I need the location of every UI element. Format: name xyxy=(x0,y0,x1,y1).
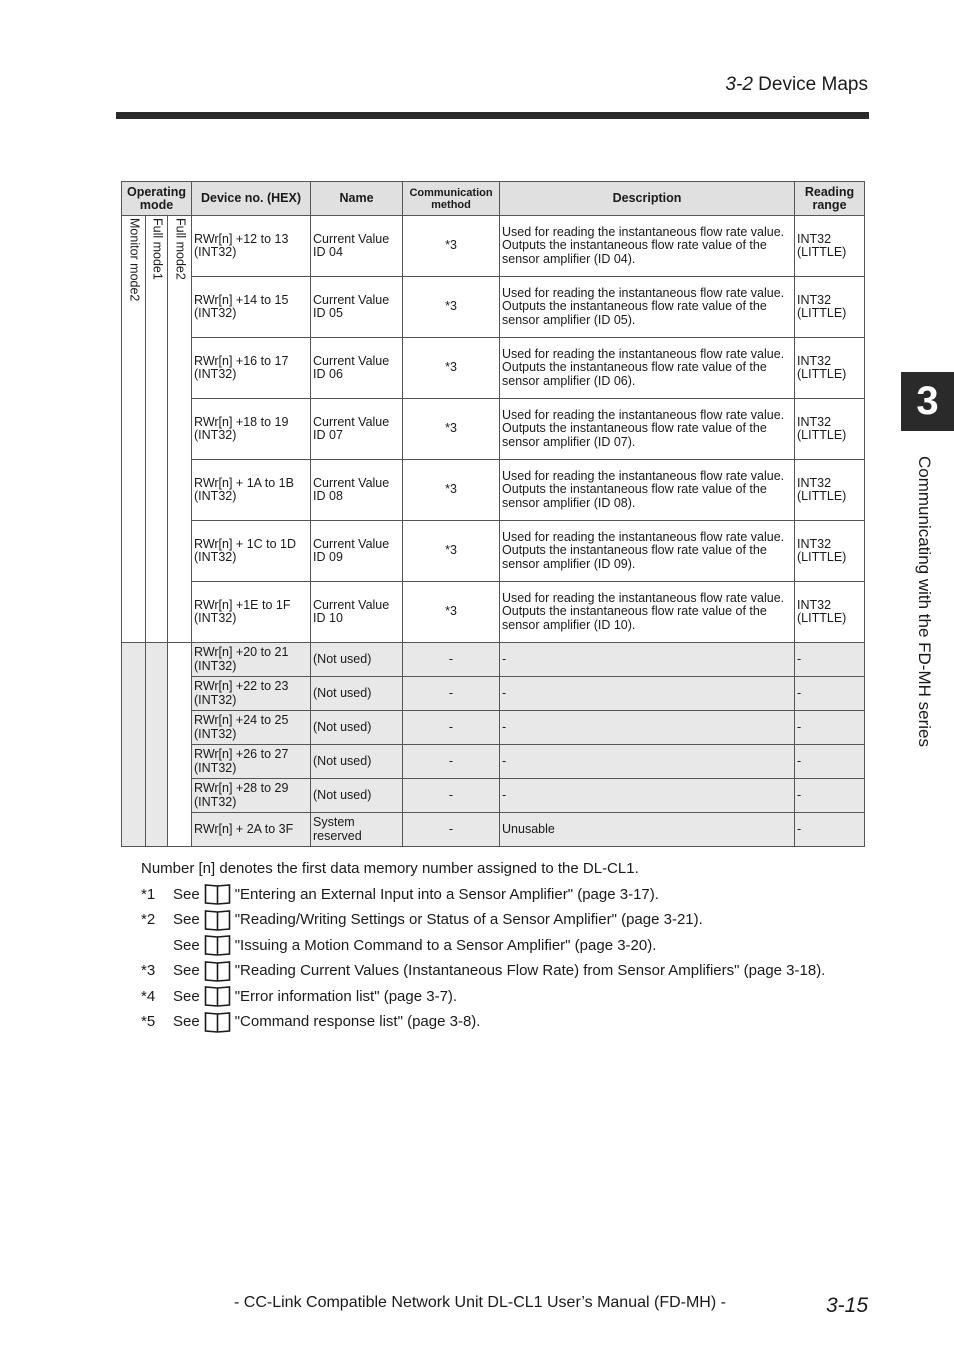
cell-name: Current Value ID 07 xyxy=(311,399,403,460)
footnote-item xyxy=(141,882,825,908)
cell-description: Used for reading the instantaneous flow rate value. Outputs the instantaneous flow rate value of the sensor amplifier (ID 07). xyxy=(500,399,795,460)
cell-reading-range: - xyxy=(795,643,865,677)
footnote-mark: *3 xyxy=(141,962,156,980)
mode-full1-empty xyxy=(146,643,168,847)
cell-device-no: RWr[n] +18 to 19 (INT32) xyxy=(192,399,311,460)
manual-reference-icon xyxy=(204,934,231,956)
cell-method: - xyxy=(403,813,500,847)
footnote-item xyxy=(141,984,825,1010)
section-title: Device Maps xyxy=(758,74,868,95)
cell-reading-range: INT32 (LITTLE) xyxy=(795,399,865,460)
mode-full1: Full mode1 xyxy=(146,216,168,643)
footnotes xyxy=(141,856,825,1035)
cell-method: *3 xyxy=(403,582,500,643)
table-row xyxy=(122,338,865,399)
footnote-item xyxy=(141,1009,825,1035)
cell-method: - xyxy=(403,677,500,711)
cell-reading-range: INT32 (LITTLE) xyxy=(795,582,865,643)
cell-device-no: RWr[n] +16 to 17 (INT32) xyxy=(192,338,311,399)
footnote-reference-link[interactable]: "Command response list" (page 3-8). xyxy=(234,1013,481,1031)
cell-device-no: RWr[n] +14 to 15 (INT32) xyxy=(192,277,311,338)
cell-device-no: RWr[n] +22 to 23 (INT32) xyxy=(192,677,311,711)
chapter-side-label: Communicating with the FD-MH series xyxy=(915,456,934,747)
cell-name: Current Value ID 06 xyxy=(311,338,403,399)
cell-description: - xyxy=(500,779,795,813)
cell-device-no: RWr[n] +28 to 29 (INT32) xyxy=(192,779,311,813)
cell-description: - xyxy=(500,677,795,711)
mode-full2: Full mode2 xyxy=(168,216,192,643)
header-communication-method: Communication method xyxy=(403,182,500,216)
cell-description: Used for reading the instantaneous flow rate value. Outputs the instantaneous flow rate value of the sensor amplifier (ID 09). xyxy=(500,521,795,582)
cell-name: Current Value ID 10 xyxy=(311,582,403,643)
cell-device-no: RWr[n] + 1C to 1D (INT32) xyxy=(192,521,311,582)
cell-description: Used for reading the instantaneous flow rate value. Outputs the instantaneous flow rate value of the sensor amplifier (ID 06). xyxy=(500,338,795,399)
cell-description: Used for reading the instantaneous flow rate value. Outputs the instantaneous flow rate value of the sensor amplifier (ID 04). xyxy=(500,216,795,277)
cell-method: *3 xyxy=(403,521,500,582)
cell-method: *3 xyxy=(403,216,500,277)
cell-reading-range: - xyxy=(795,677,865,711)
cell-device-no: RWr[n] +12 to 13 (INT32) xyxy=(192,216,311,277)
footnote-see: See xyxy=(173,962,200,980)
cell-description: Used for reading the instantaneous flow rate value. Outputs the instantaneous flow rate value of the sensor amplifier (ID 05). xyxy=(500,277,795,338)
footnote-see: See xyxy=(173,1013,200,1031)
mode-monitor2-empty xyxy=(122,643,146,847)
table-row xyxy=(122,277,865,338)
footnote-see: See xyxy=(173,936,200,954)
cell-method: - xyxy=(403,643,500,677)
header-description: Description xyxy=(500,182,795,216)
footnote-reference-link[interactable]: "Reading Current Values (Instantaneous Flow Rate) from Sensor Amplifiers" (page 3-18). xyxy=(234,962,826,980)
cell-name: System reserved xyxy=(311,813,403,847)
cell-name: Current Value ID 04 xyxy=(311,216,403,277)
cell-name: (Not used) xyxy=(311,677,403,711)
cell-name: (Not used) xyxy=(311,779,403,813)
section-heading xyxy=(725,74,868,96)
cell-name: Current Value ID 09 xyxy=(311,521,403,582)
cell-method: *3 xyxy=(403,338,500,399)
cell-description: - xyxy=(500,711,795,745)
table-row xyxy=(122,677,865,711)
chapter-tab: 3 xyxy=(901,372,954,431)
manual-reference-icon xyxy=(204,883,231,905)
header-device-no: Device no. (HEX) xyxy=(192,182,311,216)
footnote-intro: Number [n] denotes the first data memory number assigned to the DL-CL1. xyxy=(141,860,639,878)
cell-reading-range: INT32 (LITTLE) xyxy=(795,277,865,338)
mode-monitor2: Monitor mode2 xyxy=(122,216,146,643)
cell-reading-range: INT32 (LITTLE) xyxy=(795,216,865,277)
manual-reference-icon xyxy=(204,985,231,1007)
footnote-reference-link[interactable]: "Error information list" (page 3-7). xyxy=(234,987,458,1005)
footnote-mark: *1 xyxy=(141,885,156,903)
cell-reading-range: - xyxy=(795,711,865,745)
table-row xyxy=(122,745,865,779)
cell-method: *3 xyxy=(403,460,500,521)
manual-reference-icon xyxy=(204,909,231,931)
page-number: 3-15 xyxy=(825,1294,868,1317)
cell-description: - xyxy=(500,745,795,779)
cell-description: Used for reading the instantaneous flow rate value. Outputs the instantaneous flow rate value of the sensor amplifier (ID 10). xyxy=(500,582,795,643)
header-operating-mode: Operating mode xyxy=(122,182,192,216)
cell-name: (Not used) xyxy=(311,643,403,677)
cell-description: - xyxy=(500,643,795,677)
footnote-mark: *5 xyxy=(141,1013,156,1031)
footer-title: - CC-Link Compatible Network Unit DL-CL1 User’s Manual (FD-MH) - xyxy=(234,1294,726,1311)
cell-method: *3 xyxy=(403,277,500,338)
table-row xyxy=(122,521,865,582)
cell-name: Current Value ID 08 xyxy=(311,460,403,521)
cell-reading-range: - xyxy=(795,779,865,813)
header-name: Name xyxy=(311,182,403,216)
cell-method: - xyxy=(403,779,500,813)
footnote-see: See xyxy=(173,885,200,903)
cell-reading-range: - xyxy=(795,745,865,779)
cell-reading-range: - xyxy=(795,813,865,847)
footnote-mark: *2 xyxy=(141,911,156,929)
footnote-see: See xyxy=(173,911,200,929)
table-header-row xyxy=(122,182,865,216)
table-row xyxy=(122,711,865,745)
cell-device-no: RWr[n] +1E to 1F (INT32) xyxy=(192,582,311,643)
cell-description: Unusable xyxy=(500,813,795,847)
cell-description: Used for reading the instantaneous flow rate value. Outputs the instantaneous flow rate value of the sensor amplifier (ID 08). xyxy=(500,460,795,521)
manual-reference-icon xyxy=(204,960,231,982)
footnote-see: See xyxy=(173,987,200,1005)
footnote-item xyxy=(141,933,825,959)
cell-method: - xyxy=(403,745,500,779)
cell-name: (Not used) xyxy=(311,711,403,745)
cell-name: (Not used) xyxy=(311,745,403,779)
cell-device-no: RWr[n] + 2A to 3F xyxy=(192,813,311,847)
cell-reading-range: INT32 (LITTLE) xyxy=(795,460,865,521)
footnote-item xyxy=(141,958,825,984)
cell-device-no: RWr[n] +26 to 27 (INT32) xyxy=(192,745,311,779)
table-row xyxy=(122,643,865,677)
table-row xyxy=(122,813,865,847)
cell-name: Current Value ID 05 xyxy=(311,277,403,338)
footnote-reference-link[interactable]: "Issuing a Motion Command to a Sensor Amplifier" (page 3-20). xyxy=(234,936,657,954)
mode-full2-empty xyxy=(168,643,192,847)
footnote-reference-link[interactable]: "Entering an External Input into a Sensor Amplifier" (page 3-17). xyxy=(234,885,659,903)
section-number: 3-2 xyxy=(725,74,753,95)
cell-method: *3 xyxy=(403,399,500,460)
cell-reading-range: INT32 (LITTLE) xyxy=(795,338,865,399)
cell-device-no: RWr[n] + 1A to 1B (INT32) xyxy=(192,460,311,521)
table-row xyxy=(122,460,865,521)
table-row xyxy=(122,582,865,643)
top-rule xyxy=(116,112,869,119)
footnote-mark: *4 xyxy=(141,987,156,1005)
table-row xyxy=(122,779,865,813)
footnote-reference-link[interactable]: "Reading/Writing Settings or Status of a Sensor Amplifier" (page 3-21). xyxy=(234,911,703,929)
cell-device-no: RWr[n] +20 to 21 (INT32) xyxy=(192,643,311,677)
device-map-table xyxy=(121,181,865,847)
cell-method: - xyxy=(403,711,500,745)
cell-reading-range: INT32 (LITTLE) xyxy=(795,521,865,582)
header-reading-range: Reading range xyxy=(795,182,865,216)
cell-device-no: RWr[n] +24 to 25 (INT32) xyxy=(192,711,311,745)
table-row xyxy=(122,399,865,460)
manual-reference-icon xyxy=(204,1011,231,1033)
footnote-item xyxy=(141,907,825,933)
table-row xyxy=(122,216,865,277)
